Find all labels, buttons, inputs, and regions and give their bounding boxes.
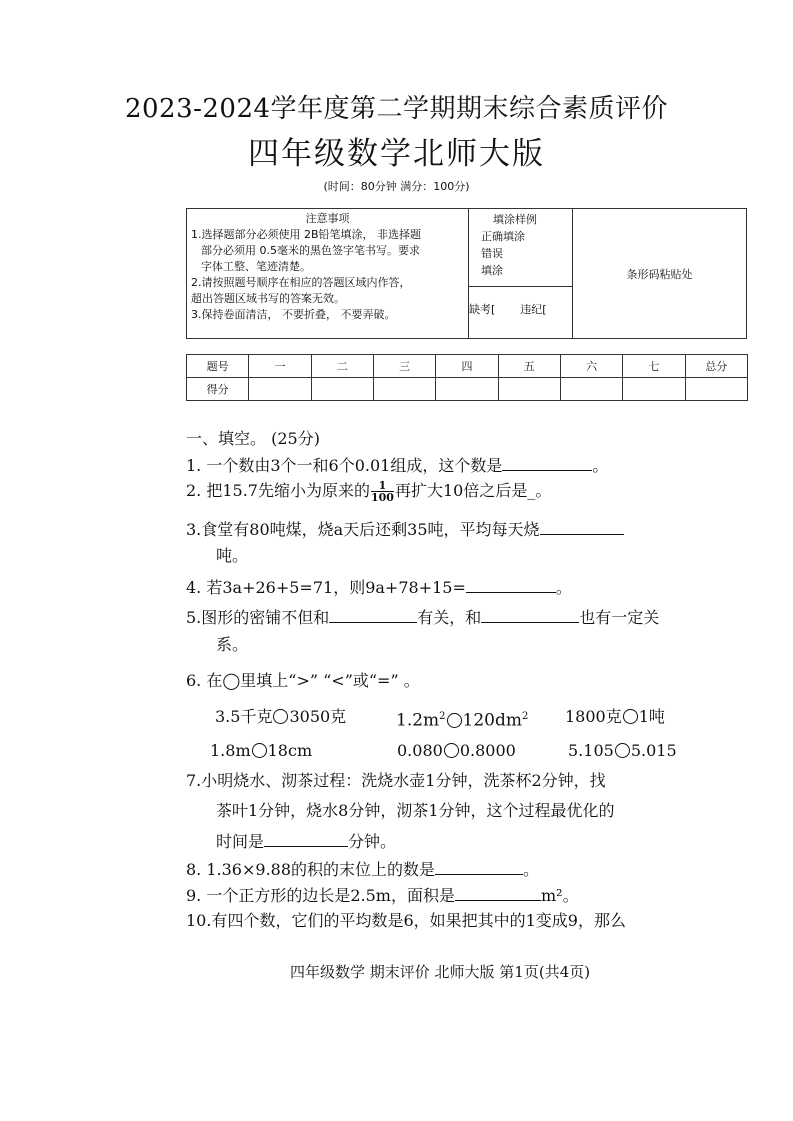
question-text: 分钟。 [348, 832, 397, 851]
compare-circle[interactable] [447, 713, 462, 728]
section-heading: 一、填空。 (25分) [186, 429, 320, 448]
notice-section [187, 209, 469, 338]
compare-item [565, 706, 665, 728]
question-text: 也有一定关 [579, 608, 660, 627]
question-text: 3.食堂有80吨煤，烧a天后还剩35吨，平均每天烧 [186, 520, 540, 539]
compare-right: 5.015 [630, 741, 677, 760]
compare-circle[interactable] [615, 743, 630, 758]
fill-sample-item: 正确填涂 [481, 230, 525, 243]
question-end: m²。 [540, 886, 579, 905]
question-text: 5.图形的密铺不但和 [186, 608, 330, 627]
fill-sample-item: 填涂 [481, 264, 503, 277]
answer-blank[interactable] [466, 576, 556, 593]
notice-line: 1.选择题部分必须使用 2B铅笔填涂， 非选择题 [191, 228, 422, 241]
question-6: 6. 在◯里填上“>” “<”或“=” 。 [186, 671, 420, 690]
question-1 [186, 454, 608, 477]
score-cell: 七 [623, 355, 685, 378]
question-text: 2. 把15.7先缩小为原来的 [186, 481, 370, 500]
compare-item [210, 740, 312, 762]
compare-circle[interactable] [444, 743, 459, 758]
question-2 [186, 480, 551, 503]
question-5-line2: 系。 [216, 635, 249, 654]
score-input-cell[interactable] [311, 378, 373, 401]
compare-left: 0.080 [397, 741, 443, 760]
score-cell: 二 [311, 355, 373, 378]
answer-blank[interactable] [264, 830, 348, 847]
answer-blank[interactable] [455, 884, 541, 901]
score-input-cell[interactable] [685, 378, 747, 401]
fill-sample-title: 填涂样例 [493, 213, 537, 226]
question-text: 时间是 [216, 832, 265, 851]
score-cell: 题号 [187, 355, 249, 378]
compare-left: 5.105 [568, 741, 614, 760]
score-table [186, 354, 748, 401]
question-text: 有关，和 [417, 608, 482, 627]
score-cell: 五 [498, 355, 560, 378]
notice-title: 注意事项 [305, 212, 350, 225]
barcode-area [573, 209, 746, 338]
question-4 [186, 576, 572, 599]
compare-right: 3050克 [289, 707, 347, 726]
exam-title-line1: 2023-2024学年度第二学期期末综合素质评价 [124, 94, 669, 124]
score-input-cell[interactable] [436, 378, 498, 401]
answer-blank[interactable] [540, 518, 624, 535]
question-3-line2: 吨。 [216, 546, 249, 565]
question-text: 1. 一个数由3个一和6个0.01组成，这个数是 [186, 456, 503, 475]
score-input-cell[interactable] [560, 378, 622, 401]
compare-item [215, 706, 346, 728]
score-cell: 三 [373, 355, 435, 378]
score-input-cell[interactable] [498, 378, 560, 401]
score-input-cell[interactable] [623, 378, 685, 401]
notice-line: 超出答题区域书写的答案无效。 [191, 292, 345, 305]
exponent: 2 [439, 711, 446, 722]
notice-line: 2.请按照题号顺序在相应的答题区域内作答， [191, 276, 411, 289]
compare-item [397, 740, 516, 762]
score-table-score-row [187, 378, 748, 401]
compare-left: 1.2m [396, 710, 440, 731]
compare-left: 1800克 [565, 707, 622, 726]
compare-left: 1.8m [210, 741, 251, 760]
question-7-line2: 茶叶1分钟，烧水8分钟，沏茶1分钟，这个过程最优化的 [216, 801, 615, 820]
compare-right: 120dm [462, 710, 522, 731]
compare-right: 0.8000 [459, 741, 516, 760]
answer-blank[interactable] [502, 454, 592, 471]
notice-box [186, 208, 747, 339]
notice-line: 字体工整、笔迹清楚。 [201, 260, 311, 273]
fill-sample-item: 错误 [481, 247, 503, 260]
question-end: 。 [523, 860, 540, 879]
answer-blank[interactable] [435, 858, 523, 875]
question-10: 10.有四个数，它们的平均数是6，如果把其中的1变成9，那么 [186, 911, 626, 930]
score-table-header-row [187, 355, 748, 378]
score-cell: 得分 [187, 378, 249, 401]
fraction-numerator: 1 [371, 480, 394, 492]
question-7: 7.小明烧水、沏茶过程：洗烧水壶1分钟，洗茶杯2分钟，找 [186, 771, 606, 790]
question-7-line3 [216, 830, 396, 853]
notice-line: 3.保持卷面清洁， 不要折叠， 不要弄破。 [191, 308, 396, 321]
fill-sample-section [469, 209, 573, 338]
compare-left: 3.5千克 [215, 707, 273, 726]
score-input-cell[interactable] [249, 378, 311, 401]
barcode-label: 条形码粘贴处 [626, 267, 693, 281]
compare-right: 1吨 [638, 707, 665, 726]
question-text: 9. 一个正方形的边长是2.5m，面积是 [186, 886, 455, 905]
exponent: 2 [521, 711, 529, 722]
score-cell: 一 [249, 355, 311, 378]
answer-blank[interactable] [329, 606, 417, 623]
score-cell: 总分 [685, 355, 747, 378]
compare-circle[interactable] [273, 709, 288, 724]
fraction [371, 480, 394, 503]
compare-item [568, 740, 677, 762]
fraction-denominator: 100 [370, 491, 394, 504]
question-text: 再扩大10倍之后是_。 [394, 481, 552, 500]
question-3 [186, 518, 624, 541]
question-end: 。 [592, 456, 609, 475]
compare-item [396, 706, 528, 732]
compare-right: 18cm [267, 741, 313, 760]
compare-circle[interactable] [623, 709, 638, 724]
exam-title-line2: 四年级数学北师大版 [248, 136, 545, 172]
time-info: (时间：80分钟 满分：100分) [323, 180, 470, 193]
question-text: 8. 1.36×9.88的积的末位上的数是 [186, 860, 436, 879]
violation-checkbox[interactable]: 违纪[ [520, 303, 547, 316]
score-cell: 四 [436, 355, 498, 378]
compare-circle[interactable] [252, 743, 267, 758]
question-9 [186, 884, 579, 907]
absent-checkbox[interactable]: 缺考[ [469, 303, 496, 316]
notice-line: 部分必须用 0.5毫米的黑色签字笔书写。要求 [201, 244, 420, 257]
question-5 [186, 606, 659, 629]
answer-blank[interactable] [481, 606, 579, 623]
question-8 [186, 858, 539, 881]
score-input-cell[interactable] [373, 378, 435, 401]
page-footer: 四年级数学 期末评价 北师大版 第1页(共4页) [290, 963, 591, 981]
question-end: 。 [555, 578, 572, 597]
score-cell: 六 [560, 355, 622, 378]
question-text: 4. 若3a+26+5=71，则9a+78+15= [186, 578, 466, 597]
